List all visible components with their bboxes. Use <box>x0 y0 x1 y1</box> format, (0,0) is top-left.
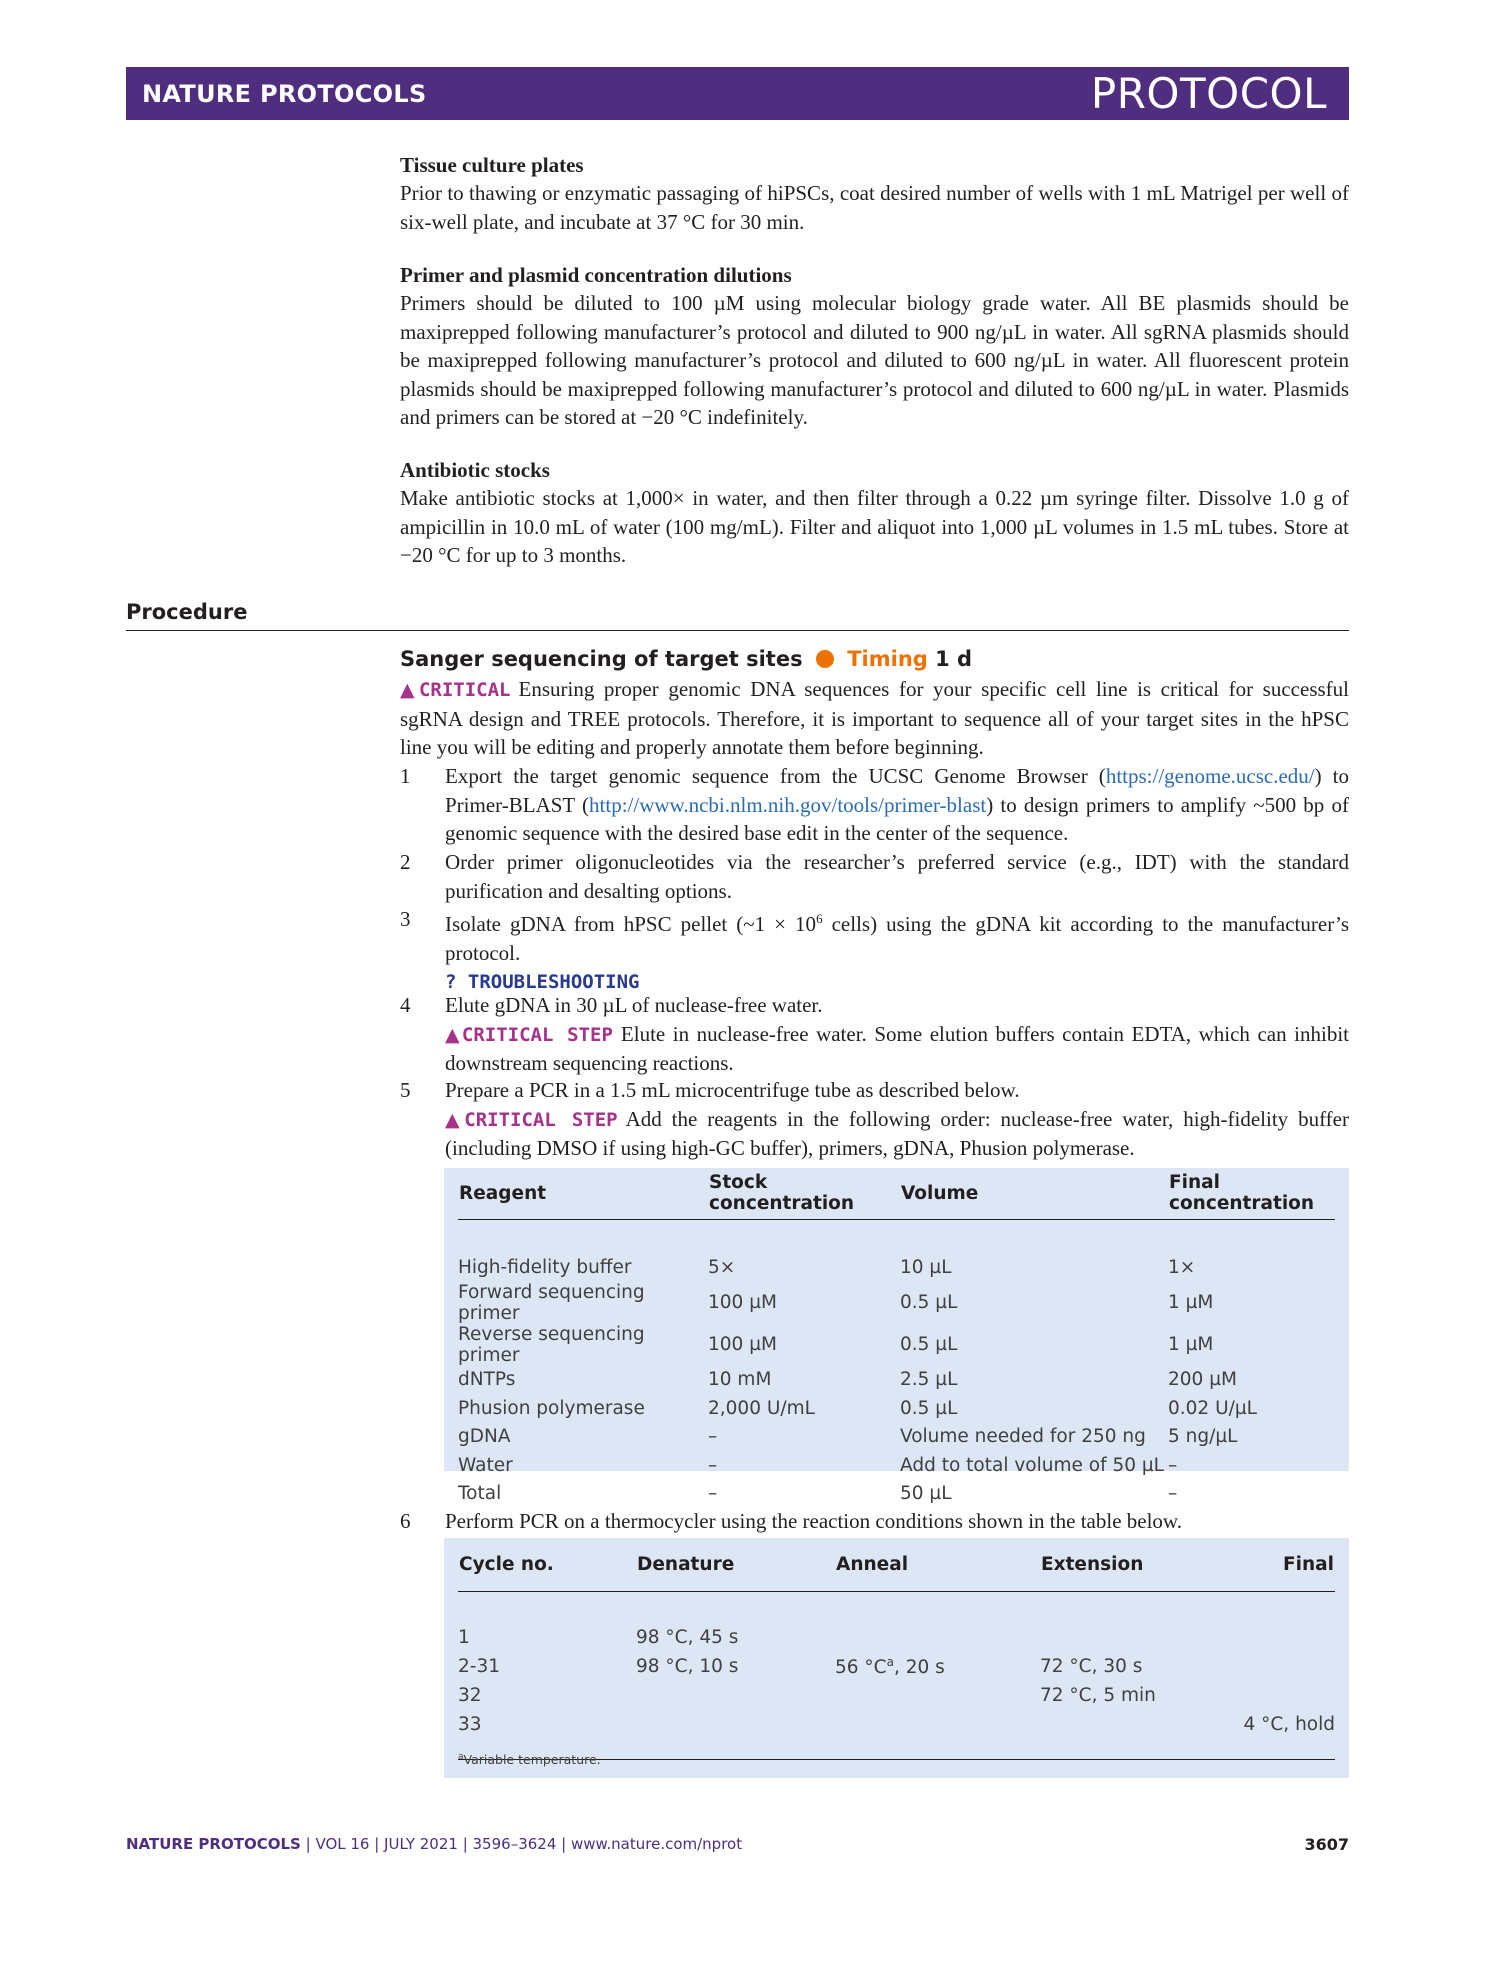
warning-triangle-icon: ▲ <box>445 1023 462 1046</box>
timing-value: 1 d <box>935 647 973 671</box>
journal-header-bar <box>126 67 1349 120</box>
pcr-cycling-table <box>444 1538 1349 1778</box>
page-number: 3607 <box>1304 1835 1349 1854</box>
table-header: Denature <box>637 1553 735 1575</box>
table-header: Anneal <box>836 1553 909 1575</box>
tissue-culture-section <box>400 151 1349 236</box>
antibiotic-section <box>400 456 1349 570</box>
table-row: High-fidelity buffer 5× 10 µL 1× <box>458 1256 1196 1278</box>
procedure-heading: Procedure <box>126 600 248 624</box>
ucsc-link[interactable]: https://genome.ucsc.edu/ <box>1105 764 1315 788</box>
step-6 <box>400 1507 1349 1536</box>
step-4 <box>400 991 1349 1078</box>
table-header: Cycle no. <box>459 1553 554 1575</box>
warning-triangle-icon: ▲ <box>400 679 419 701</box>
article-type: PROTOCOL <box>1090 69 1327 118</box>
page-footer <box>126 1835 1349 1853</box>
step-text: Elute gDNA in 30 µL of nuclease-free water. <box>445 993 823 1017</box>
step-number: 5 <box>400 1078 411 1102</box>
table-row: Forward sequencing primer 100 µM 0.5 µL 1 µM <box>458 1281 1214 1324</box>
tissue-culture-title: Tissue culture plates <box>400 153 584 177</box>
timing-label: Timing <box>847 647 928 671</box>
warning-triangle-icon: ▲ <box>445 1108 465 1131</box>
critical-step-text: Add the reagents in the following order: nuclease-free water, high-fidelity buffer (including DMSO if using high-GC buffer), primers, gDNA, Phusion polymerase. <box>445 1106 1349 1160</box>
antibiotic-text: Make antibiotic stocks at 1,000× in water, and then filter through a 0.22 µm syringe filter. Dissolve 1.0 g of ampicillin in 10.0 mL of water (100 mg/mL). Filter and aliquot into 1,000 µL volumes in 1.5 mL tubes. Store at −20 °C for up to 3 months. <box>400 486 1349 567</box>
troubleshooting-link[interactable]: ? TROUBLESHOOTING <box>445 971 640 993</box>
table-header: Extension <box>1041 1553 1144 1575</box>
table-row: Total – 50 µL – <box>458 1483 1178 1505</box>
critical-note <box>400 675 1349 762</box>
table-row: 1 98 °C, 45 s <box>458 1627 739 1648</box>
section-title <box>400 647 972 671</box>
procedure-divider <box>126 630 1349 631</box>
table-row: 2-31 98 °C, 10 s 56 $^\circ C^a$, 20 s 72 °C, 30 s <box>458 1654 1143 1679</box>
critical-step-text: Elute in nuclease-free water. Some elution buffers contain EDTA, which can inhibit downstream sequencing reactions. <box>445 1021 1349 1075</box>
table-row: Phusion polymerase 2,000 U/mL 0.5 µL 0.02 U/µL <box>458 1397 1257 1419</box>
journal-name: NATURE PROTOCOLS <box>142 80 427 108</box>
pcr-reagent-table <box>444 1168 1349 1505</box>
critical-text: Ensuring proper genomic DNA sequences for your specific cell line is critical for successful sgRNA design and TREE protocols. Therefore, it is important to sequence all of your target sites in the hPSC line you will be editing and properly annotate them before beginning. <box>400 677 1349 759</box>
step-3: 3 Isolate gDNA from hPSC pellet (~1 × $10^6$ cells) using the gDNA kit according to the manufacturer’s protocol. ? TROUBLESHOOTING <box>400 907 1349 993</box>
table-header: Volume <box>901 1182 979 1204</box>
table-header: Stock concentration <box>709 1172 855 1215</box>
table-row: Water – Add to total volume of 50 µL – <box>458 1454 1178 1476</box>
step-1: 1 Export the target genomic sequence from the UCSC Genome Browser (https://genome.ucsc.edu/) to Primer-BLAST (http://www.ncbi.nlm.nih.gov/tools/primer-blast) to design primers to amplify ~500 bp of genomic sequence with the desired base edit in the center of the sequence. <box>400 764 1350 845</box>
step-text: Order primer oligonucleotides via the researcher’s preferred service (e.g., IDT) with the standard purification and desalting options. <box>445 850 1349 903</box>
table-row: 32 72 °C, 5 min <box>458 1685 1156 1706</box>
step-5 <box>400 1076 1349 1163</box>
footer-info: | VOL 16 | JULY 2021 | 3596–3624 | <box>305 1835 567 1853</box>
table-footnote: $^a$Variable temperature. <box>458 1752 601 1768</box>
critical-step-badge: ▲CRITICAL STEP <box>445 1023 613 1046</box>
primer-dilution-text: Primers should be diluted to 100 µM using molecular biology grade water. All BE plasmids should be maxiprepped following manufacturer’s protocol and diluted to 900 ng/µL in water. All sgRNA plasmids should be maxiprepped following manufacturer’s protocol and diluted to 600 ng/µL in water. All fluorescent protein plasmids should be maxiprepped following manufacturer’s protocol and diluted to 600 ng/µL in water. Plasmids and primers can be stored at −20 °C indefinitely. <box>400 291 1349 429</box>
table-row: Reverse sequencing primer 100 µM 0.5 µL 1 µM <box>458 1323 1214 1366</box>
critical-badge: ▲CRITICAL <box>400 679 511 701</box>
step-number: 1 <box>400 764 411 788</box>
critical-step-badge: ▲CRITICAL STEP <box>445 1108 618 1131</box>
footer-url-link[interactable]: www.nature.com/nprot <box>570 1835 743 1853</box>
step-number: 6 <box>400 1509 411 1533</box>
antibiotic-title: Antibiotic stocks <box>400 458 550 482</box>
step-number: 3 <box>400 907 411 931</box>
primer-blast-link[interactable]: http://www.ncbi.nlm.nih.gov/tools/primer-blast <box>589 792 987 817</box>
timing-dot-icon <box>816 650 834 668</box>
section-title-text: Sanger sequencing of target sites <box>400 647 803 671</box>
primer-dilution-title: Primer and plasmid concentration dilutions <box>400 263 792 287</box>
step-2 <box>400 848 1349 905</box>
footer-journal: NATURE PROTOCOLS <box>126 1835 301 1853</box>
table-header: Final <box>1283 1553 1334 1575</box>
tissue-culture-text: Prior to thawing or enzymatic passaging of hiPSCs, coat desired number of wells with 1 mL Matrigel per well of six-well plate, and incubate at 37 °C for 30 min. <box>400 181 1349 234</box>
table-header: Final concentration <box>1169 1172 1315 1215</box>
table-header: Reagent <box>459 1182 547 1204</box>
table-row: 33 4 °C, hold <box>458 1714 1335 1735</box>
step-text: Perform PCR on a thermocycler using the reaction conditions shown in the table below. <box>445 1509 1182 1533</box>
step-text: Prepare a PCR in a 1.5 mL microcentrifuge tube as described below. <box>445 1078 1020 1102</box>
table-row: gDNA – Volume needed for 250 ng 5 ng/µL <box>458 1426 1238 1448</box>
step-number: 4 <box>400 993 411 1017</box>
step-number: 2 <box>400 850 411 874</box>
primer-dilution-section <box>400 261 1349 432</box>
table-row: dNTPs 10 mM 2.5 µL 200 µM <box>458 1369 1237 1391</box>
